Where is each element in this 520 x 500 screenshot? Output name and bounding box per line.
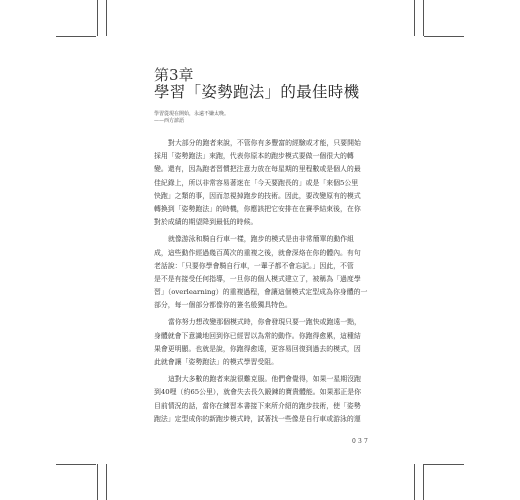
crop-mark-top-left-inner <box>106 0 107 36</box>
text-line: 是不是有接受任何指導，一旦你的個人模式建立了，被稱為「過度學 <box>154 274 361 283</box>
chapter-title: 學習「姿勢跑法」的最佳時機 <box>154 83 360 101</box>
crop-mark-bottom-left-horizontal <box>56 464 96 465</box>
text-line: 當你努力想改變那個模式時，你會發現只要一跑快或跑遠一點， <box>168 318 361 327</box>
paragraph <box>154 137 394 229</box>
crop-mark-bottom-right-inner <box>423 464 424 500</box>
text-line: 快跑」之類的事，因而忽視掉跑步的技術。因此，要改變原有的模式 <box>154 191 361 200</box>
text-line: 部分，每一個部分都像你的簽名般獨具特色。 <box>154 301 292 310</box>
body-text <box>154 137 394 426</box>
text-line: 對於成績的期望降到最低的時候。 <box>154 218 258 227</box>
paragraph <box>154 316 394 369</box>
text-line: 轉換到「姿勢跑法」的時機，你應該把它安排在在賽季結束後，在你 <box>154 204 361 213</box>
paragraph <box>154 373 394 426</box>
text-line: 習」（overlearning）的重複過程，會讓這個模式定型成為你身體的一 <box>154 288 368 297</box>
text-line: 跑法」定型成你的新跑步模式時，試著找一些像是自行車或游泳的運 <box>154 414 361 423</box>
crop-mark-top-left-horizontal <box>56 36 96 37</box>
page-number: 037 <box>352 438 371 445</box>
text-line: 身體就會下意識地回到你已經習以為常的動作。你跑得愈累，這種結 <box>154 331 361 340</box>
crop-mark-top-right-inner <box>423 0 424 36</box>
text-line: 到40哩（約65公里），就會失去長久鍛鍊的寶貴體能。如果那正是你 <box>154 388 362 397</box>
text-line: 老話說：「只要你學會騎自行車，一輩子都不會忘記。」因此，不管 <box>154 261 354 270</box>
crop-mark-bottom-right <box>414 464 415 500</box>
text-line: 這對大多數的跑者來說很難克服。他們會覺得，如果一星期沒跑 <box>168 375 361 384</box>
text-line: 佳紀錄上，所以非常容易著迷在「今天要跑長的」或是「來個5公里 <box>154 178 359 187</box>
crop-mark-bottom-right-horizontal <box>424 464 464 465</box>
paragraph <box>154 233 394 312</box>
text-line: 目前情況的話，當你在練習本書接下來所介紹的跑步技術，使「姿勢 <box>154 401 361 410</box>
text-line: 果會更明顯。也就是說，你跑得愈遠，更容易回復到過去的模式，因 <box>154 344 361 353</box>
text-line: 成，這些動作經過幾百萬次的重複之後，就會深烙在你的體內。有句 <box>154 248 361 257</box>
crop-mark-top-right-horizontal <box>424 36 464 37</box>
epigraph <box>154 111 229 125</box>
crop-mark-top-left <box>97 0 98 36</box>
text-line: 變。還有，因為跑者習慣把注意力放在每星期的里程數或是個人的最 <box>154 165 361 174</box>
crop-mark-bottom-left <box>97 464 98 500</box>
chapter-number: 第3章 <box>154 66 194 84</box>
epigraph-attribution: ——西方諺語 <box>154 118 185 124</box>
text-line: 就像游泳和騎自行車一樣，跑步的模式是由非常簡單的動作組 <box>168 235 355 244</box>
text-line: 採用「姿勢跑法」來跑，代表你原本的跑步模式要做一個很大的轉 <box>154 152 354 161</box>
crop-mark-top-right <box>414 0 415 36</box>
text-line: 對大部分的跑者來說，不管你有多豐富的經驗或才能，只要開始 <box>168 139 361 147</box>
epigraph-quote: 學習從現在開始，永遠不嫌太晚。 <box>154 111 230 117</box>
crop-mark-bottom-left-inner <box>106 464 107 500</box>
text-line: 此就會讓「姿勢跑法」的模式學習受阻。 <box>154 358 279 366</box>
